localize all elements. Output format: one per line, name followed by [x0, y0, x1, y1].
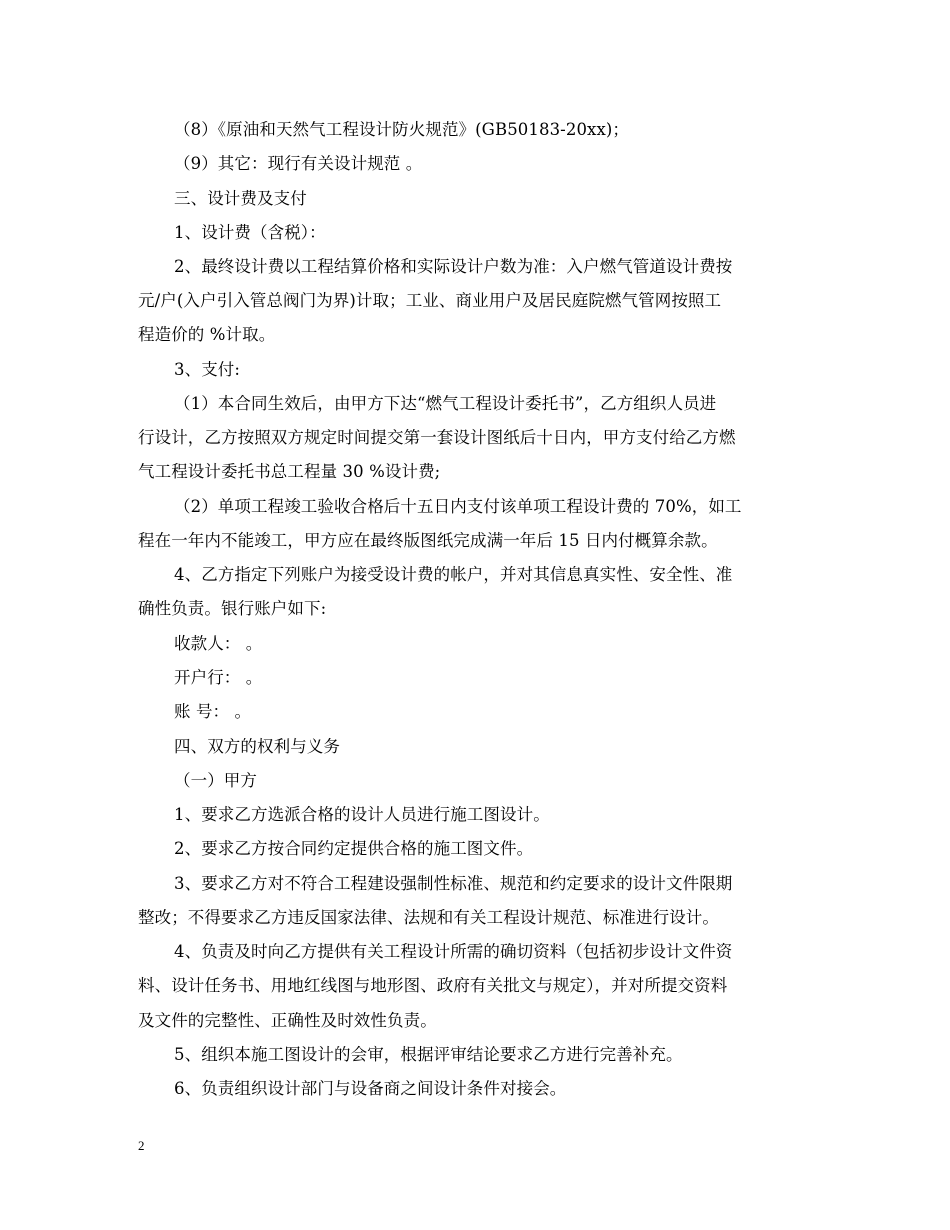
text-line: 元/户(入户引入管总阀门为界)计取；工业、商业用户及居民庭院燃气管网按照工	[138, 291, 722, 310]
text-line: （9）其它：现行有关设计规范 。	[174, 154, 423, 173]
text-line: 3、支付:	[174, 360, 241, 379]
text-line: 账 号： 。	[174, 702, 252, 721]
text-line: （8）《原油和天然气工程设计防火规范》(GB50183-20xx)；	[174, 120, 629, 139]
text-line: 程造价的 %计取。	[138, 325, 276, 344]
text-line: 整改；不得要求乙方违反国家法律、法规和有关工程设计规范、标准进行设计。	[138, 908, 719, 927]
text-line: 程在一年内不能竣工，甲方应在最终版图纸完成满一年后 15 日内付概算余款。	[138, 531, 718, 550]
text-line: 2、最终设计费以工程结算价格和实际设计户数为准：入户燃气管道设计费按	[174, 257, 733, 276]
text-line: 料、设计任务书、用地红线图与地形图、政府有关批文与规定），并对所提交资料	[138, 976, 728, 995]
text-line: 1、设计费（含税）：	[174, 223, 326, 242]
text-line: 6、负责组织设计部门与设备商之间设计条件对接会。	[174, 1079, 567, 1098]
text-line: 2、要求乙方按合同约定提供合格的施工图文件。	[174, 839, 534, 858]
text-line: 3、要求乙方对不符合工程建设强制性标准、规范和约定要求的设计文件限期	[174, 874, 733, 893]
section-heading: 四、双方的权利与义务	[174, 737, 340, 756]
text-line: （2）单项工程竣工验收合格后十五日内支付该单项工程设计费的 70%，如工	[174, 497, 742, 516]
text-line: 确性负责。银行账户如下:	[138, 599, 327, 618]
text-line: 行设计，乙方按照双方规定时间提交第一套设计图纸后十日内，甲方支付给乙方燃	[138, 428, 736, 447]
text-line: 1、要求乙方选派合格的设计人员进行施工图设计。	[174, 805, 550, 824]
text-line: 4、负责及时向乙方提供有关工程设计所需的确切资料（包括初步设计文件资	[174, 942, 733, 961]
text-line: 气工程设计委托书总工程量 30 %设计费;	[138, 462, 441, 481]
text-line: 开户行： 。	[174, 668, 263, 687]
text-line: （一）甲方	[174, 771, 257, 790]
page-number: 2	[138, 1138, 145, 1153]
text-line: 5、组织本施工图设计的会审，根据评审结论要求乙方进行完善补充。	[174, 1045, 683, 1064]
section-heading: 三、设计费及支付	[174, 189, 307, 208]
text-line: （1）本合同生效后，由甲方下达“燃气工程设计委托书”，乙方组织人员进	[174, 394, 717, 413]
text-line: 4、乙方指定下列账户为接受设计费的帐户，并对其信息真实性、安全性、准	[174, 565, 733, 584]
text-line: 收款人： 。	[174, 634, 263, 653]
text-line: 及文件的完整性、正确性及时效性负责。	[138, 1011, 437, 1030]
